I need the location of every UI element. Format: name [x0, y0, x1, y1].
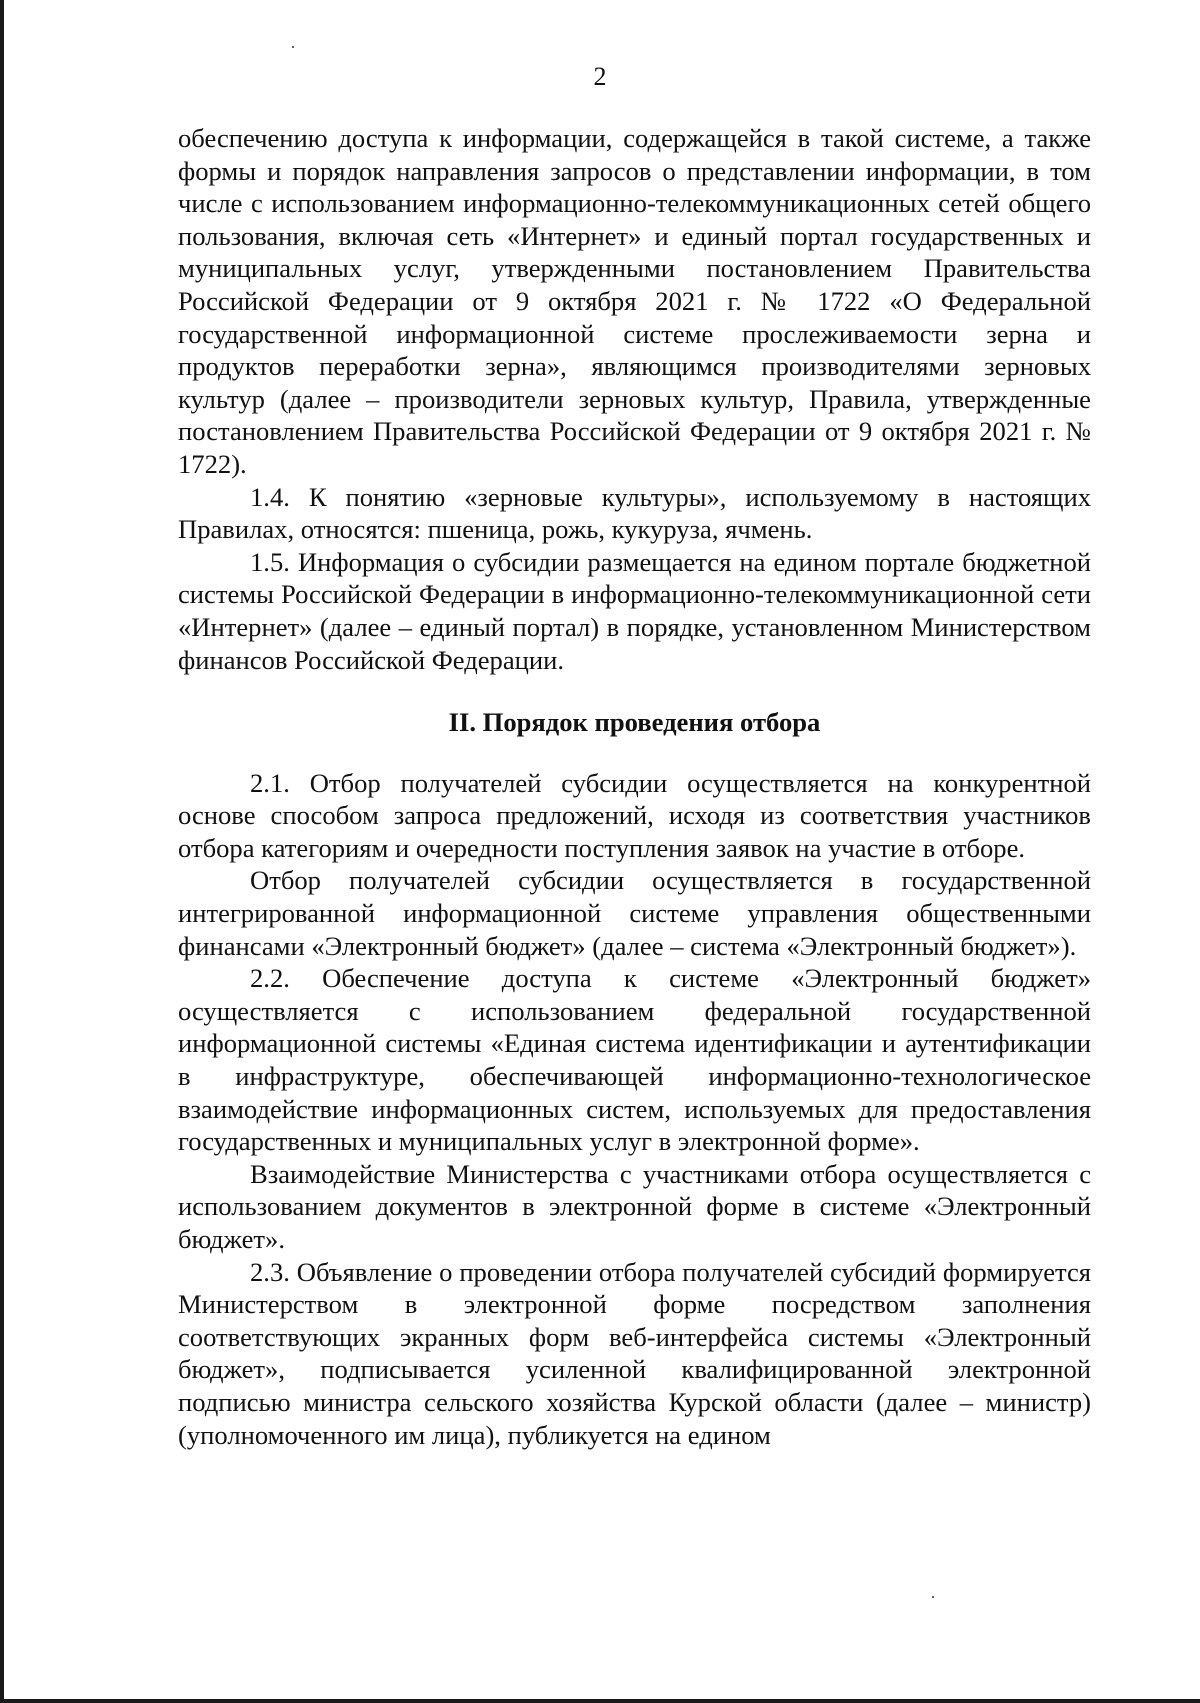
document-body: [178, 122, 1091, 1451]
paragraph-2-2-interaction: Взаимодействие Министерства с участниками отбора осуществляется с использованием документов в электронной форме в системе «Электронный бюджет».: [178, 1158, 1091, 1254]
paragraph-continuation: обеспечению доступа к информации, содержащейся в такой системе, а также формы и порядок направления запросов о представлении информации, в том числе с использованием информационно-телекоммуникационных сетей общего пользования, включая сеть «Интернет» и единый портал государственных и муниципальных услуг, утвержденными постановлением Правительства Российской Федерации от 9 октября 2021 г. № 1722 «О Федеральной государственной информационной системе прослеживаемости зерна и продуктов переработки зерна», являющимся производителями зерновых культур (далее – производители зерновых культур, Правила, утвержденные постановлением Правительства Российской Федерации от 9 октября 2021 г. № 1722).: [178, 123, 1091, 479]
scan-speck: [932, 1596, 934, 1598]
page-number: 2: [593, 62, 607, 91]
section-title: II. Порядок проведения отбора: [448, 707, 821, 738]
paragraph-2-1-selection-system: Отбор получателей субсидии осуществляется в государственной интегрированной информационной системе управления общественными финансами «Электронный бюджет» (далее – система «Электронный бюджет»).: [178, 865, 1091, 961]
paragraph-2-2: 2.2. Обеспечение доступа к системе «Электронный бюджет» осуществляется с использованием федеральной государственной информационной системы «Единая система идентификации и аутентификации в инфраструктуре, обеспечивающей информационно-технологическое взаимодействие информационных систем, используемых для предоставления государственных и муниципальных услуг в электронной форме».: [178, 963, 1091, 1157]
paragraph-2-3: 2.3. Объявление о проведении отбора получателей субсидий формируется Министерством в электронной форме посредством заполнения соответствующих экранных форм веб-интерфейса системы «Электронный бюджет», подписывается усиленной квалифицированной электронной подписью министра сельского хозяйства Курской области (далее – министр) (уполномоченного им лица), публикуется на едином: [178, 1256, 1091, 1450]
scan-border-left: [0, 0, 4, 1703]
paragraph-1-4: 1.4. К понятию «зерновые культуры», используемому в настоящих Правилах, относятся: пшеница, рожь, кукуруза, ячмень.: [178, 481, 1091, 545]
paragraph-1-5: 1.5. Информация о субсидии размещается на едином портале бюджетной системы Российской Федерации в информационно-телекоммуникационной сети «Интернет» (далее – единый портал) в порядке, установленном Министерством финансов Российской Федерации.: [178, 546, 1091, 675]
scan-border-bottom: [0, 1699, 1200, 1703]
paragraph-2-1: 2.1. Отбор получателей субсидии осуществляется на конкурентной основе способом запроса предложений, исходя из соответствия участников отбора категориям и очередности поступления заявок на участие в отборе.: [178, 767, 1091, 863]
scan-speck: [292, 46, 294, 48]
